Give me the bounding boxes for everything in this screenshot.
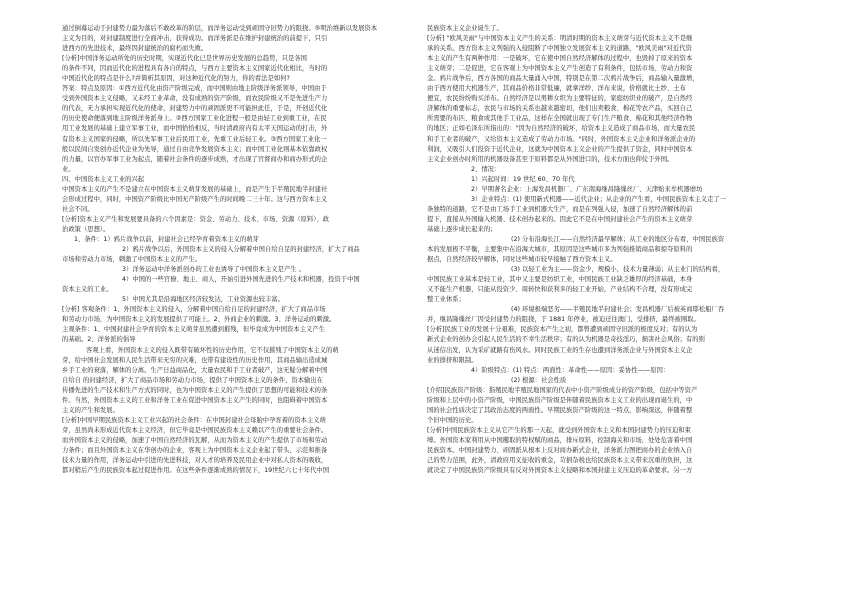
text-line: 力条件；而且外国资本主义在华创办的企业，客观上为中国资本主义企业起了带头、示范和推备 xyxy=(62,446,328,454)
text-line: 社会不同。 xyxy=(62,205,94,213)
text-line: 3）洋务运动中洋务派创办的工业也诱导了中国资本主义是产生 。 xyxy=(122,266,305,274)
text-line: 用工业发展的基础上建立军事工业，而中国恰恰相反，当时清政府内有太平天国运动的打击，外 xyxy=(62,125,328,133)
text-line: 资本主义的工业。 xyxy=(62,286,113,294)
text-line: 据点，自然经济较早解体，同时这些城市较早接触了西方资本主义。 xyxy=(427,256,617,264)
text-line: 受到外国资本主义侵略，又未经工业革命，没有成熟的资产阶级，而农民阶级又不是先进生产力 xyxy=(62,95,328,103)
text-line: 进西方的先进技术，最终因封建统治的腐朽而失败。 xyxy=(62,45,208,53)
text-line: 金。鸦片战争后，西方各国的商品大量涌入中国，特别是在第二次鸦片战争后，商品输入量激增， xyxy=(427,75,699,83)
text-line: 提下，直接从外国输入机器、技术创办起来的。因此它不是在中国封建社会产生的资本主义萌芽 xyxy=(427,215,693,223)
text-line: 的力量，以官办军事工业为起点，随着社会条件的逐步成熟，才出现了官督商办和商办形式的企 xyxy=(62,155,328,163)
text-line: (3) 以轻工业为主——资金少，规模小，技术力量薄弱；从主业门的结构看， xyxy=(511,266,725,274)
text-line: 件。当然，外国资本主义的工业和洋务工业在促进中国资本主义产生的同时，也阻碍着中国资本 xyxy=(62,396,328,404)
text-line: 和手工业者的破产，又给资本主义造成了劳动力市场。"同时，外国资本主义企业和洋务派企业的 xyxy=(427,135,696,143)
text-line: [分析]民族工业的发展十分艰难，民族资本产生之初，都曾遭到顽固守旧派的极度反对；有的认为 xyxy=(427,326,698,334)
text-line: 主义企业创办时所用的机器设备甚至于原料都是从外国进口的，技术方面也仰仗于外国。 xyxy=(427,155,674,163)
text-line: 国的社会性质决定了其政治态度的两面性。早期民族资产阶级的这一特点，影响深远，伴随着整 xyxy=(427,406,693,414)
section-heading: 四、中国资本主义工业的兴起 xyxy=(62,175,145,183)
text-line: 和劳动力市场，为中国资本主义的发展提供了可能上。2、外商企业的刺激。3、洋务运动的刺激。 xyxy=(62,316,336,324)
text-line: 4）中国的一些官僚、地主、商人，开始引进外国先进的生产技术和机器，投资于中国 xyxy=(122,276,360,284)
text-line: (2) 根源：社会性质 xyxy=(511,376,567,384)
text-line: 由于西方使用大机器生产，其商品价格非常低廉，就拿洋纱、洋布来说，价格就比土纱、土布 xyxy=(427,85,686,93)
text-line: 1）兴起时间：19 世纪 60、70 年代 xyxy=(471,175,575,183)
text-line: [分析] 客观条件：1、外国资本主义的侵入，分解着中国自给自足的封建经济，扩大了商品市场 xyxy=(62,306,326,314)
text-line: 般以民间自发创办近代企业为先导，通过自由竞争发展资本主义；而中国工业化则基本依靠政权 xyxy=(62,145,328,153)
text-line: [介绍]民族资产阶级：指殖民地半殖民地国家的代表中小资产阶级成分的资产阶级，包括中等资产 xyxy=(427,386,698,394)
text-line: 个旧中国的历史。 xyxy=(427,416,478,424)
section-heading: 2、情况： xyxy=(471,165,501,173)
text-line: (2) 分布沿海长江——自然经济最早解体；从工业的地区分布看，中国民族资 xyxy=(511,235,725,243)
text-line: 有资本主义国家的侵略，所以先军事工业后民用工业，先重工业后轻工业。③西方国家工业化一 xyxy=(62,135,327,143)
text-line: 本主义的产生有两种作用：一是破坏，它在使中国自然经济解体的过程中，也毁掉了原来的资本 xyxy=(427,55,693,63)
text-line: 就决定了中国民族资产阶级具有反对外国资本主义侵略和本国封建主义压迫的革命要求。另一方 xyxy=(427,467,693,475)
text-line: 芽，给中国社会发展和人民生活带来无穷的灾难，也带有建设性的历史作用，其商品输出造成城 xyxy=(62,356,328,364)
text-line: 5）中国尤其是沿海地区经济较发达，工业资源也较丰富。 xyxy=(122,296,284,304)
text-line: 己的势力范围，此外，清政府用义征收的重金，苛捐杂税也给民族资本主义带来沉重的负担，这 xyxy=(427,457,693,465)
text-line: 通过倒幕运动于封建势力最为落后不敢改革的阶层，而洋务运动受到顽固守旧势力的阻挠。⑤明治维新以发展资本 xyxy=(62,25,378,32)
text-line: 的基础。2、洋务派的倡导 xyxy=(62,336,136,344)
text-line: 民族资本主义企业诞生了。 xyxy=(427,25,503,32)
text-line: [分析]中国洋务运动所处的历史时期，实现近代化已是世界历史发展的总趋势，只是各国 xyxy=(62,55,307,63)
text-line: 主义的产生和发展。 xyxy=(62,406,119,414)
text-line: 会形成过程中，同时，中国资产阶级比中国无产阶级产生的时间晚二三十年。这与西方资本主义 xyxy=(62,195,328,203)
text-line: (4) 环境极端恶劣——半殖民地半封建社会；发昌机器厂后被英商耶松船厂吞 xyxy=(511,306,725,314)
text-line: 3）企业特点：(1) 使用新式机器——近代企业；从企业的产生看，中国民族资本主义走了一 xyxy=(471,195,727,203)
text-line: [分析]中国早期民族资本主义工业兴起的社会条件：在中国封建社会母胎中孕育着的资本主义萌 xyxy=(62,416,326,424)
text-line: [分析] "欧风美雨"与中国资本主义产生的关系：明清时期的资本主义萌芽与近代资本主义不是继 xyxy=(427,35,693,43)
text-line: 市场和劳动力市场，刺激了中国资本主义的产生。 xyxy=(62,256,201,264)
text-line: 中国近代化的特点是什么?并简析其原因，对这种近代化的努力，你的看法是如何? xyxy=(62,75,290,83)
text-line: 利润，又吸引人们投资于近代企业，这就为中国资本主义企业的产生提供了资金，同时中国资本 xyxy=(427,145,693,153)
text-line: 条独特的道路，它不是由工场手工业到机器大生产，而是在列强入侵，加速了自然经济解体的前 xyxy=(427,205,693,213)
text-line: 技术力量的作用，洋务运动中引进的先进科技，对人才的培养及民用企业中对私人资本的吸收， xyxy=(62,457,328,465)
text-line: 缚。外国资本家利用从中国攫取的特权赋的商品，排斥原料，控制海关和市场，处处危害着中国 xyxy=(427,436,693,444)
text-line: 客观上看，外国资本主义的侵入既带有破坏性的历史作用，它不仅摧残了中国资本主义的萌 xyxy=(86,346,339,354)
text-line: 2）早期著名企业：上海发昌机器厂、广东南海继昌隆缫丝厂、天津贻来牟机器磨坊 xyxy=(471,185,703,193)
text-line: 的地区；正如毛泽东所指出的："因为自然经济的破坏，给资本主义造成了商品市场，而大量农民 xyxy=(427,125,696,133)
text-line: 从迷信出发，认为采矿就路有伤风水。同时民族工业的生存也遭到洋务派企业与外国资本主义企 xyxy=(427,346,693,354)
text-line: [分析]资本主义产生和发展要具备的六个因素是：资金、劳动力、技术、市场、资源（原料）、政 xyxy=(62,215,330,223)
text-line: 自给自 的封建经济，扩大了商品市场和劳动力市场，提供了中国资本主义的条件，资本输出在 xyxy=(62,376,324,384)
text-line: 业的排挤和限制。 xyxy=(427,356,478,364)
text-line: 中国资本主义的产生不是建立在中国资本主义萌芽发展的基础上，而是产生于半殖民地半封建社 xyxy=(62,185,328,193)
text-line: 主义萌芽；二是促进，它在客观上为中国资本主义产生创造了有利条件，包括市场、劳动力和资 xyxy=(427,65,693,73)
text-line: 而外国资本主义的侵略，加速了中国自然经济的瓦解，从而为资本主义的产生提供了市场和劳动 xyxy=(62,436,328,444)
text-line: 4）阶级特点：(1) 特点：两面性：革命性——原因：妥协性——原因： xyxy=(471,366,670,374)
text-line: 民族资本。中国封建势力、顽固派从根本上反对商办新式企业，洋务派力图把商办的企业纳入自 xyxy=(427,446,693,454)
text-line: 治政策（思想）。 xyxy=(62,225,110,233)
text-line: 主义为目的，对封建制度进行全面冲击，获得成功。而洋务派是在维护封建统治的前提下，只引 xyxy=(62,35,328,43)
text-line: 新式企业的创办会引起人民生活的不幸生活秩序；有的认为机器是奇技淫巧，损害社会风俗；有的则 xyxy=(427,336,705,344)
text-line: [分析]中国民族资本主义从它产生的那一天起，就受到外国资本主义和本国封建势力的压迫和束 xyxy=(427,426,691,434)
text-line: 又不能生产机器，只能从投资少、周转快和获利多的轻工业开始，产业结构不合理，没有形成完 xyxy=(427,286,693,294)
text-line: 基础上逐步成长起来的； xyxy=(427,225,497,233)
text-line: 的代表，无力承担实现近代化的使命，封建势力中的顽固派更不可能担此任，于是，开创近代化 xyxy=(62,105,328,113)
text-line: 承的关系。西方资本主义列强的入侵阻断了中国独立发展资本主义的道路，"欧风美雨"对近代资 xyxy=(427,45,692,53)
text-line: 传播先进的生产技术和生产方式的同时，也为中国资本主义的产生提供了思想的可能和技术的条 xyxy=(62,386,328,394)
text-line: 中国民族工业基本是轻工业，其中又主要是纺织工业，中国民族工业缺乏雄厚的经济基础，本身 xyxy=(427,276,693,284)
text-line: 芽，虽然尚未形成近代资本主义经济，但它毕竟是中国民族资本主义赖以产生的重要社会条件。 xyxy=(62,426,328,434)
text-line: 阶级和上层中的小资产阶级，中国民族资产阶级是伴随着民族资本主义工业的出现而诞生的，中 xyxy=(427,396,693,404)
text-line: 都对稍后产生的民族资本起过促进作用。在这些条件逐渐成熟的情况下，19世纪六七十年代中国 xyxy=(62,467,330,475)
text-line: 2）鸦片战争以后，外国资本主义的侵入分解着中国自给自足的封建经济，扩大了商品 xyxy=(122,246,360,254)
text-line: 并，继昌隆缫丝厂因受封建势力的阻挠，于 1881 年停业，被迫迁往澳门，受排挤，最终被刚取。 xyxy=(427,316,700,324)
text-line: 本的发展极不平衡，主要集中在沿海大城市，其原因是这些城市多为列强推销商品和掠夺原料的 xyxy=(427,246,693,254)
right-text-column xyxy=(427,24,803,476)
text-line: 业。 xyxy=(62,165,75,173)
text-line: 的条件不同，因而近代化的进程具有各自的特点，与西方主要资本主义国家近代化相比，当时的 xyxy=(62,65,328,73)
text-line: 的历史使命便落到地主阶级洋务派身上。②西方国家工业化进程一般是由轻工业到重工业，在民 xyxy=(62,115,327,123)
text-line: 济解体的重要标志，农民与市场的关系也越来越密切，他们出卖粮食、棉花等农产品，买回自己 xyxy=(427,105,693,113)
text-line: 乡手工业的衰落，解体的分离。生产日益商品化，大量农民和手工业者破产，这无疑分解着中国 xyxy=(62,366,328,374)
text-line: 便宜，农民纷纷购买洋布。自然经济是以男耕女织为主要特征的，家庭纺织业的破产，是自然经 xyxy=(427,95,693,103)
text-line: 答案：特点及原因：①西方近代化由资产阶级完成，而中国则由地主阶级洋务派领导，中国由于 xyxy=(62,85,327,93)
text-line: 整工业体系； xyxy=(427,296,465,304)
text-line: 主观条件：1、中国封建社会孕育的资本主义萌芽虽然遭到摧残，但毕竟成为中国资本主义产生 xyxy=(62,326,326,334)
left-text-column xyxy=(62,24,438,476)
text-line: 所需要的布匹、粮食或其他手工业品，这样在全国就出现了专门生产粮食、棉花和其他经济作物 xyxy=(427,115,693,123)
text-line: 1、条件：1）鸦片战争以前，封建社会已经孕育着资本主义的萌芽 xyxy=(74,235,259,243)
